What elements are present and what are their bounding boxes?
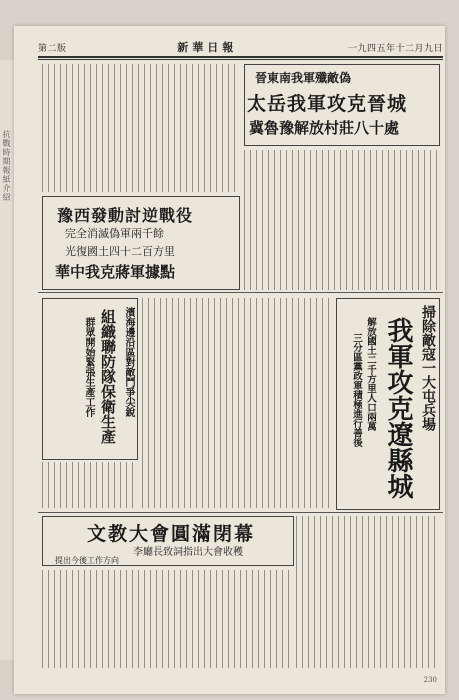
article-culture — [42, 516, 294, 566]
taiyue-kicker: 晉東南我軍殲敵偽 — [255, 71, 352, 85]
page-edge-strip — [0, 60, 14, 660]
masthead-rule — [38, 56, 443, 58]
side-caption: 抗戰時期報紙介紹 — [2, 130, 11, 202]
body-columns-bottom-right — [296, 516, 438, 668]
west-subhead-1: 完全消滅偽軍兩千餘 — [65, 227, 164, 240]
article-west — [42, 196, 240, 290]
issue-label: 第二版 — [38, 43, 67, 54]
page-number: 230 — [423, 676, 437, 684]
article-taiyue — [244, 64, 440, 146]
body-columns-coast — [42, 462, 136, 508]
article-coast — [42, 298, 138, 460]
coast-subhead: 群眾開始緊張生產工作 — [83, 317, 94, 417]
culture-subhead-2: 提出今後工作方向 — [55, 556, 119, 565]
sweep-subhead-2: 三分區黨政軍積極進行善後 — [351, 333, 362, 447]
section-rule-1 — [38, 292, 443, 293]
masthead — [38, 40, 443, 54]
taiyue-subhead: 冀魯豫解放村莊八十處 — [249, 119, 400, 137]
body-columns-middle — [142, 298, 330, 508]
paper-name: 新華日報 — [177, 41, 238, 54]
article-sweep — [336, 298, 440, 510]
taiyue-headline: 太岳我軍攻克晉城 — [247, 93, 408, 115]
body-columns-bottom-left — [42, 570, 292, 668]
section-rule-2 — [38, 512, 443, 513]
sweep-subhead-1: 解放國土二千方里人口兩萬 — [365, 317, 376, 431]
west-subhead-3: 華中我克蔣軍據點 — [55, 263, 176, 281]
west-headline: 豫西發動討逆戰役 — [57, 206, 194, 225]
body-columns-taiyue — [244, 150, 438, 290]
body-columns-top-left — [42, 64, 238, 192]
west-subhead-2: 光復國土四十二百方里 — [65, 245, 175, 258]
coast-kicker: 濱海邊沿區對敵鬥爭尖銳 — [123, 307, 134, 417]
masthead-rule-thin — [38, 59, 443, 60]
coast-headline: 組織聯防隊保衛生產 — [99, 309, 117, 444]
culture-headline: 文教大會圓滿閉幕 — [87, 523, 256, 545]
sweep-kicker: 掃除敵寇一大屯兵場 — [420, 305, 436, 431]
culture-subhead-1: 李廳長致詞指出大會收穫 — [133, 547, 243, 558]
issue-date: 一九四五年十二月九日 — [347, 43, 443, 54]
sweep-headline: 我軍攻克遼縣城 — [383, 317, 413, 499]
